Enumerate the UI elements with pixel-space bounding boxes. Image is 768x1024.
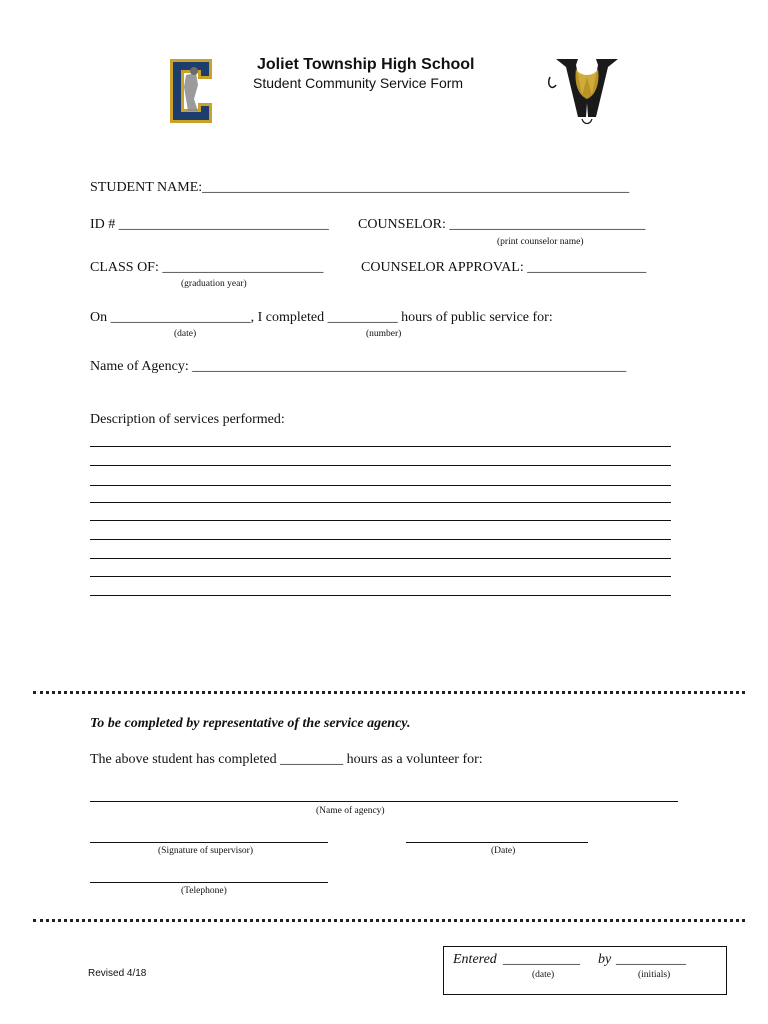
number-hint: (number) xyxy=(366,329,402,339)
form-title: Student Community Service Form xyxy=(253,75,464,91)
w-logo-icon xyxy=(546,55,628,127)
description-line[interactable] xyxy=(90,485,671,486)
entered-box xyxy=(443,946,727,995)
agency-section-heading: To be completed by representative of the service agency. xyxy=(90,716,411,731)
revised-text: Revised 4/18 xyxy=(88,968,147,979)
id-field[interactable]: ID # ______________________________ xyxy=(90,217,329,232)
agency-name-hint: (Name of agency) xyxy=(316,806,385,816)
cut-line-divider xyxy=(33,691,745,694)
description-line[interactable] xyxy=(90,465,671,466)
counselor-field[interactable]: COUNSELOR: ____________________________ xyxy=(358,217,646,232)
agency-date-hint: (Date) xyxy=(491,846,516,856)
description-line[interactable] xyxy=(90,520,671,521)
school-logo-c xyxy=(156,37,210,109)
entered-label: Entered xyxy=(453,952,497,967)
c-logo-icon xyxy=(164,55,218,127)
class-of-field[interactable]: CLASS OF: _______________________ xyxy=(90,260,324,275)
description-line[interactable] xyxy=(90,539,671,540)
entered-date-hint: (date) xyxy=(532,970,555,980)
description-line[interactable] xyxy=(90,576,671,577)
hours-volunteer-field[interactable]: The above student has completed _________ hours as a volunteer for: xyxy=(90,752,483,767)
description-label: Description of services performed: xyxy=(90,412,285,427)
signature-hint: (Signature of supervisor) xyxy=(158,846,253,856)
student-name-field[interactable]: STUDENT NAME:_____________________________________________________________ xyxy=(90,180,630,195)
school-name: Joliet Township High School xyxy=(257,56,475,73)
date-line[interactable] xyxy=(406,842,588,843)
revised-note xyxy=(88,968,146,979)
entered-date-blank[interactable]: ___________ xyxy=(503,952,580,967)
agency-name-field[interactable]: Name of Agency: ______________________________________________________________ xyxy=(90,359,627,374)
initials-blank[interactable]: __________ xyxy=(616,952,686,967)
date-hint: (date) xyxy=(174,329,197,339)
telephone-line[interactable] xyxy=(90,882,328,883)
initials-hint: (initials) xyxy=(638,970,671,980)
counselor-approval-field[interactable]: COUNSELOR APPROVAL: _________________ xyxy=(361,260,647,275)
description-line[interactable] xyxy=(90,595,671,596)
agency-name-line[interactable] xyxy=(90,801,678,802)
cut-line-divider-bottom xyxy=(33,919,745,922)
counselor-hint: (print counselor name) xyxy=(497,237,584,247)
service-date-hours-field[interactable]: On ____________________, I completed __________ hours of public service for: xyxy=(90,310,553,325)
school-logo-w xyxy=(538,37,620,109)
supervisor-signature-line[interactable] xyxy=(90,842,328,843)
description-line[interactable] xyxy=(90,446,671,447)
description-line[interactable] xyxy=(90,558,671,559)
description-line[interactable] xyxy=(90,502,671,503)
graduation-year-hint: (graduation year) xyxy=(181,279,247,289)
by-label: by xyxy=(598,952,612,967)
telephone-hint: (Telephone) xyxy=(181,886,227,896)
